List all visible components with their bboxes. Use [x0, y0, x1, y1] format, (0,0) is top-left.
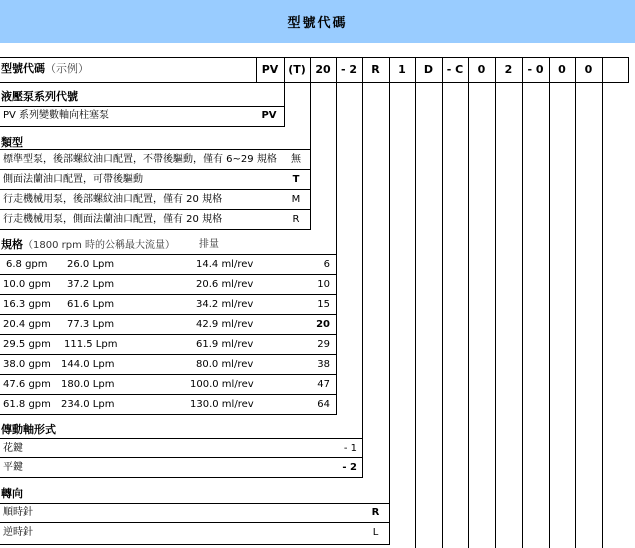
col-line-size	[336, 57, 337, 415]
model-code-label	[1, 63, 89, 75]
code-cell-1: PV	[261, 63, 279, 76]
size-code-8: 64	[317, 399, 330, 410]
shaft-desc-2: 平鍵	[3, 462, 23, 473]
type-desc-2: 側面法蘭油口配置，可帶後驅動	[3, 174, 143, 185]
size-disp-8: 130.0 ml/rev	[190, 399, 254, 410]
size-gpm-1: 6.8 gpm	[6, 259, 48, 270]
size-lpm-5: 111.5 Lpm	[64, 339, 118, 350]
size-disp-1: 14.4 ml/rev	[196, 259, 254, 270]
size-subtitle: （1800 rpm 時的公稱最大流量）	[23, 240, 176, 251]
size-code-7: 47	[317, 379, 330, 390]
size-gpm-6: 38.0 gpm	[3, 359, 51, 370]
shaft-bottom-line	[0, 477, 362, 478]
size-code-4: 20	[316, 319, 330, 330]
series-top-line	[0, 106, 284, 107]
code-cell-4: - 2	[340, 63, 358, 76]
shaft-line-1	[0, 457, 362, 458]
type-code-1: 無	[291, 154, 301, 165]
rotation-code-2: L	[372, 527, 379, 538]
size-lpm-2: 37.2 Lpm	[67, 279, 115, 290]
col-line-rotation	[389, 57, 390, 545]
code-cell-8: - C	[446, 63, 464, 76]
shaft-top-line	[0, 438, 362, 439]
size-lpm-1: 26.0 Lpm	[67, 259, 115, 270]
rotation-code-1: R	[371, 507, 380, 518]
size-gpm-5: 29.5 gpm	[3, 339, 51, 350]
size-lpm-8: 234.0 Lpm	[61, 399, 115, 410]
size-lpm-7: 180.0 Lpm	[61, 379, 115, 390]
code-cell-11: - 0	[527, 63, 544, 76]
rotation-line-1	[0, 522, 389, 523]
code-cell-3: 20	[315, 63, 331, 76]
size-code-5: 29	[317, 339, 330, 350]
type-line-1	[0, 169, 310, 170]
header-top-border	[0, 57, 629, 58]
col-line-9	[495, 57, 496, 548]
col-line-type	[310, 57, 311, 230]
size-top-line	[0, 254, 336, 255]
size-disp-6: 80.0 ml/rev	[196, 359, 254, 370]
type-desc-4: 行走機械用泵，側面法蘭油口配置，僅有 20 規格	[3, 214, 223, 225]
code-cell-14	[602, 58, 629, 82]
type-heading: 類型	[1, 136, 23, 149]
model-code-label-text: 型號代碼	[1, 62, 45, 75]
page-title: 型號代碼	[287, 16, 348, 31]
code-cell-10: 2	[504, 63, 513, 76]
type-desc-3: 行走機械用泵，後部螺紋油口配置，僅有 20 規格	[3, 194, 223, 205]
size-lpm-3: 61.6 Lpm	[67, 299, 115, 310]
type-code-3: M	[291, 194, 301, 205]
col-line-8	[468, 57, 469, 548]
shaft-desc-1: 花鍵	[3, 443, 23, 454]
size-line-6	[0, 374, 336, 375]
size-gpm-8: 61.8 gpm	[3, 399, 51, 410]
col-line-6	[415, 57, 416, 548]
type-bottom-line	[0, 229, 310, 230]
type-code-4: R	[292, 214, 300, 225]
size-lpm-6: 144.0 Lpm	[61, 359, 115, 370]
size-line-1	[0, 274, 336, 275]
col-line-10	[522, 57, 523, 548]
rotation-top-line	[0, 503, 389, 504]
size-disp-2: 20.6 ml/rev	[196, 279, 254, 290]
type-line-3	[0, 209, 310, 210]
header-bottom-border	[0, 82, 629, 83]
size-code-2: 10	[317, 279, 330, 290]
size-heading: 規格	[1, 238, 23, 251]
type-desc-1: 標準型泵，後部螺紋油口配置，不帶後驅動，僅有 6~29 規格	[3, 154, 277, 165]
rotation-desc-2: 逆時針	[3, 527, 33, 538]
col-line-12	[575, 57, 576, 548]
size-code-1: 6	[323, 259, 330, 270]
size-disp-3: 34.2 ml/rev	[196, 299, 254, 310]
type-code-2: T	[292, 174, 300, 185]
rotation-heading: 轉向	[1, 487, 23, 500]
size-code-3: 15	[317, 299, 330, 310]
rotation-desc-1: 順時針	[3, 507, 33, 518]
displacement-label: 排量	[199, 239, 219, 250]
size-line-4	[0, 334, 336, 335]
code-cell-5: R	[371, 63, 380, 76]
shaft-code-2: - 2	[342, 462, 357, 473]
rotation-bottom-line	[0, 544, 389, 545]
shaft-heading: 傳動軸形式	[1, 423, 56, 436]
shaft-code-1: - 1	[343, 443, 357, 454]
col-line-11	[549, 57, 550, 548]
size-gpm-7: 47.6 gpm	[3, 379, 51, 390]
type-top-line	[0, 149, 310, 150]
size-disp-5: 61.9 ml/rev	[196, 339, 254, 350]
size-gpm-3: 16.3 gpm	[3, 299, 51, 310]
size-code-6: 38	[317, 359, 330, 370]
size-gpm-2: 10.0 gpm	[3, 279, 51, 290]
col-line-shaft	[362, 57, 363, 478]
code-cell-12: 0	[558, 63, 566, 76]
col-line-7	[442, 57, 443, 548]
header-divider	[256, 57, 257, 83]
code-cell-7: D	[423, 63, 434, 76]
size-line-5	[0, 354, 336, 355]
code-cell-6: 1	[398, 63, 406, 76]
col-line-13	[602, 57, 603, 548]
col-line-pv	[284, 57, 285, 127]
size-line-3	[0, 314, 336, 315]
size-heading-row	[1, 239, 175, 252]
size-disp-7: 100.0 ml/rev	[190, 379, 254, 390]
code-cell-2: (T)	[288, 63, 306, 76]
size-line-7	[0, 394, 336, 395]
size-disp-4: 42.9 ml/rev	[196, 319, 254, 330]
size-lpm-4: 77.3 Lpm	[67, 319, 115, 330]
code-cell-9: 0	[477, 63, 486, 76]
series-desc: PV 系列變數軸向柱塞泵	[3, 110, 110, 121]
code-cell-13: 0	[584, 63, 593, 76]
series-code: PV	[261, 110, 277, 121]
size-bottom-line	[0, 414, 336, 415]
series-bottom-line	[0, 126, 284, 127]
header-right-border	[628, 57, 629, 83]
model-code-example: （示例）	[45, 62, 89, 75]
size-gpm-4: 20.4 gpm	[3, 319, 51, 330]
type-line-2	[0, 189, 310, 190]
size-line-2	[0, 294, 336, 295]
series-heading: 液壓泵系列代號	[1, 90, 78, 103]
